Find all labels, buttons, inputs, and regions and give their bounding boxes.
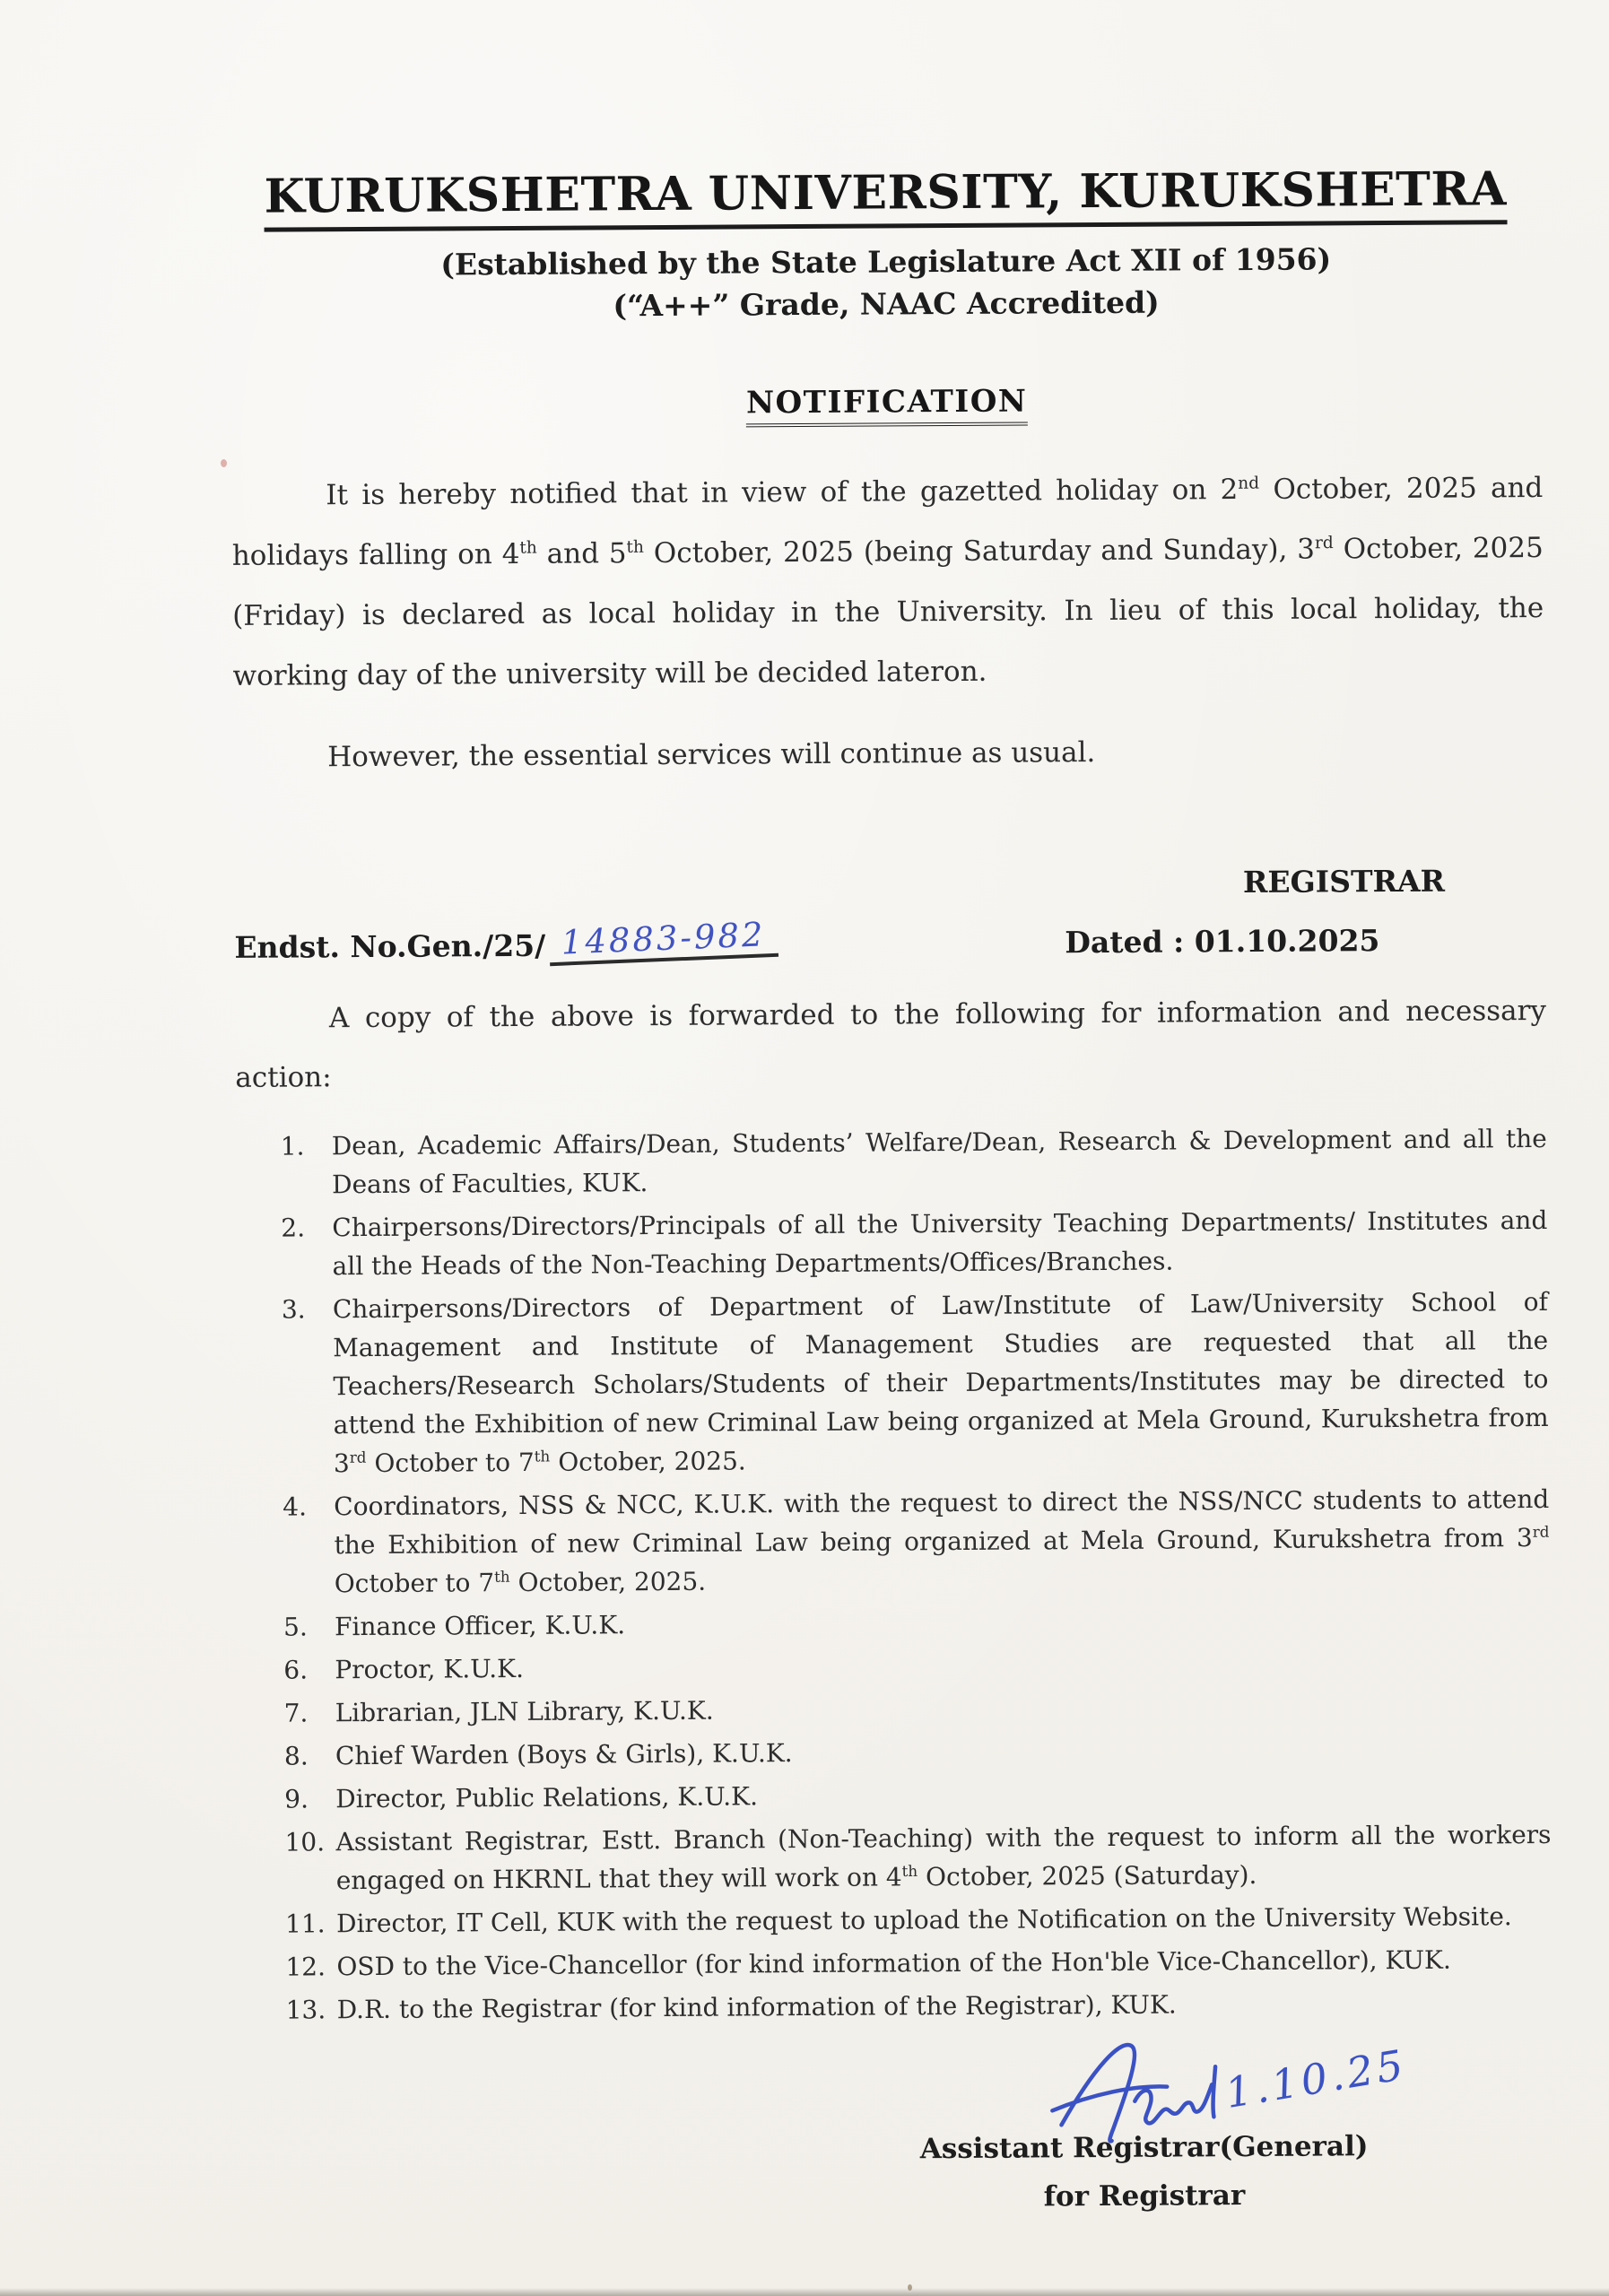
item-number: 3. [281, 1294, 306, 1325]
distribution-list [236, 1119, 1552, 2030]
list-item [241, 1983, 1552, 2030]
list-item [239, 1729, 1551, 1776]
signatory-for-registrar: for Registrar [1043, 2179, 1246, 2213]
endst-label: Endst. No.Gen./25/ [234, 927, 546, 965]
item-number: 7. [283, 1698, 309, 1728]
item-text: Proctor, K.U.K. [335, 1653, 525, 1685]
signatory-name: Assistant Registrar(General) [919, 2130, 1369, 2166]
item-text: Dean, Academic Affairs/Dean, Students’ Welfare/Dean, Research & Development and all the Deans of Faculties, KUK. [331, 1123, 1547, 1200]
item-text: Director, Public Relations, K.U.K. [335, 1781, 759, 1814]
list-item [239, 1643, 1550, 1690]
list-item [239, 1815, 1551, 1900]
item-text: Chairpersons/Directors/Principals of all the University Teaching Departments/ Institutes and all the Heads of the Non-Teaching Departments/Offices/Branches. [332, 1205, 1548, 1282]
list-item [239, 1686, 1551, 1733]
item-number: 6. [283, 1655, 309, 1685]
signature-block [865, 2030, 1422, 2216]
item-number: 10. [284, 1827, 326, 1857]
item-number: 13. [285, 1995, 326, 2025]
list-item [239, 1600, 1550, 1647]
item-text: Coordinators, NSS & NCC, K.U.K. with the request to direct the NSS/NCC students to attend the Exhibition of new Criminal Law being organized at Mela Ground, Kurukshetra from 3rd October to 7th October, 2025. [334, 1483, 1550, 1599]
item-number: 9. [284, 1784, 309, 1814]
item-number: 12. [285, 1952, 326, 1982]
subtitle-line2: (“A++” Grade, NAAC Accredited) [613, 284, 1160, 324]
item-text: OSD to the Vice-Chancellor (for kind information of the Hon'ble Vice-Chancellor), KUK. [336, 1944, 1451, 1982]
subtitle-line1: (Established by the State Legislature Act XII of 1956) [440, 241, 1332, 283]
forward-paragraph: A copy of the above is forwarded to the following for information and necessary action: [235, 994, 1547, 1094]
item-text: Librarian, JLN Library, K.U.K. [335, 1695, 714, 1728]
page-title: KURUKSHETRA UNIVERSITY, KURUKSHETRA [265, 161, 1508, 231]
list-item [240, 1897, 1552, 1944]
list-item [237, 1283, 1549, 1483]
scan-speck [221, 459, 227, 467]
item-number: 1. [280, 1131, 305, 1161]
endorsement-row [234, 915, 1545, 970]
item-text: Chairpersons/Directors of Department of Law/Institute of Law/University School of Management and Institute of Management Studies are requested that all the Teachers/Research Scholars/Students of their Departments/Institutes may be directed to attend the Exhibition of new Criminal Law being organized at Mela Ground, Kurukshetra from 3rd October to 7th October, 2025. [332, 1286, 1549, 1479]
body-paragraph-1: It is hereby notified that in view of the gazetted holiday on 2nd October, 2025 and holidays falling on 4th and 5th October, 2025 (being Saturday and Sunday), 3rd October, 2025 (Friday) is declared as local holiday in the University. In lieu of this local holiday, the working day of the university will be decided lateron. [231, 471, 1544, 692]
list-item [236, 1201, 1547, 1286]
item-number: 4. [283, 1492, 308, 1522]
list-item [238, 1480, 1550, 1604]
item-text: D.R. to the Registrar (for kind information of the Registrar), KUK. [336, 1989, 1177, 2025]
item-number: 5. [283, 1612, 308, 1642]
item-number: 11. [284, 1909, 326, 1939]
notification-heading: NOTIFICATION [746, 383, 1028, 427]
list-item [239, 1772, 1551, 1819]
body-paragraph-2: However, the essential services will continue as usual. [327, 736, 1096, 774]
item-text: Director, IT Cell, KUK with the request to upload the Notification on the University Website. [335, 1901, 1512, 1939]
signature-date-handwritten: 1.10.25 [1222, 2039, 1411, 2118]
dated-label: Dated : 01.10.2025 [1065, 923, 1380, 961]
item-text: Chief Warden (Boys & Girls), K.U.K. [335, 1738, 793, 1771]
scan-bottom-edge [0, 2288, 1609, 2296]
item-number: 2. [281, 1213, 306, 1243]
item-text: Assistant Registrar, Estt. Branch (Non-Teaching) with the request to inform all the workers engaged on HKRNL that they will work on 4th October, 2025 (Saturday). [335, 1819, 1552, 1896]
item-number: 8. [283, 1741, 309, 1771]
endst-number-handwritten: 14883-982 [548, 915, 778, 966]
item-text: Finance Officer, K.U.K. [334, 1610, 626, 1642]
list-item [236, 1119, 1547, 1205]
list-item [240, 1940, 1552, 1987]
signatory-registrar: REGISTRAR [1242, 863, 1446, 900]
letterhead [230, 161, 1542, 329]
